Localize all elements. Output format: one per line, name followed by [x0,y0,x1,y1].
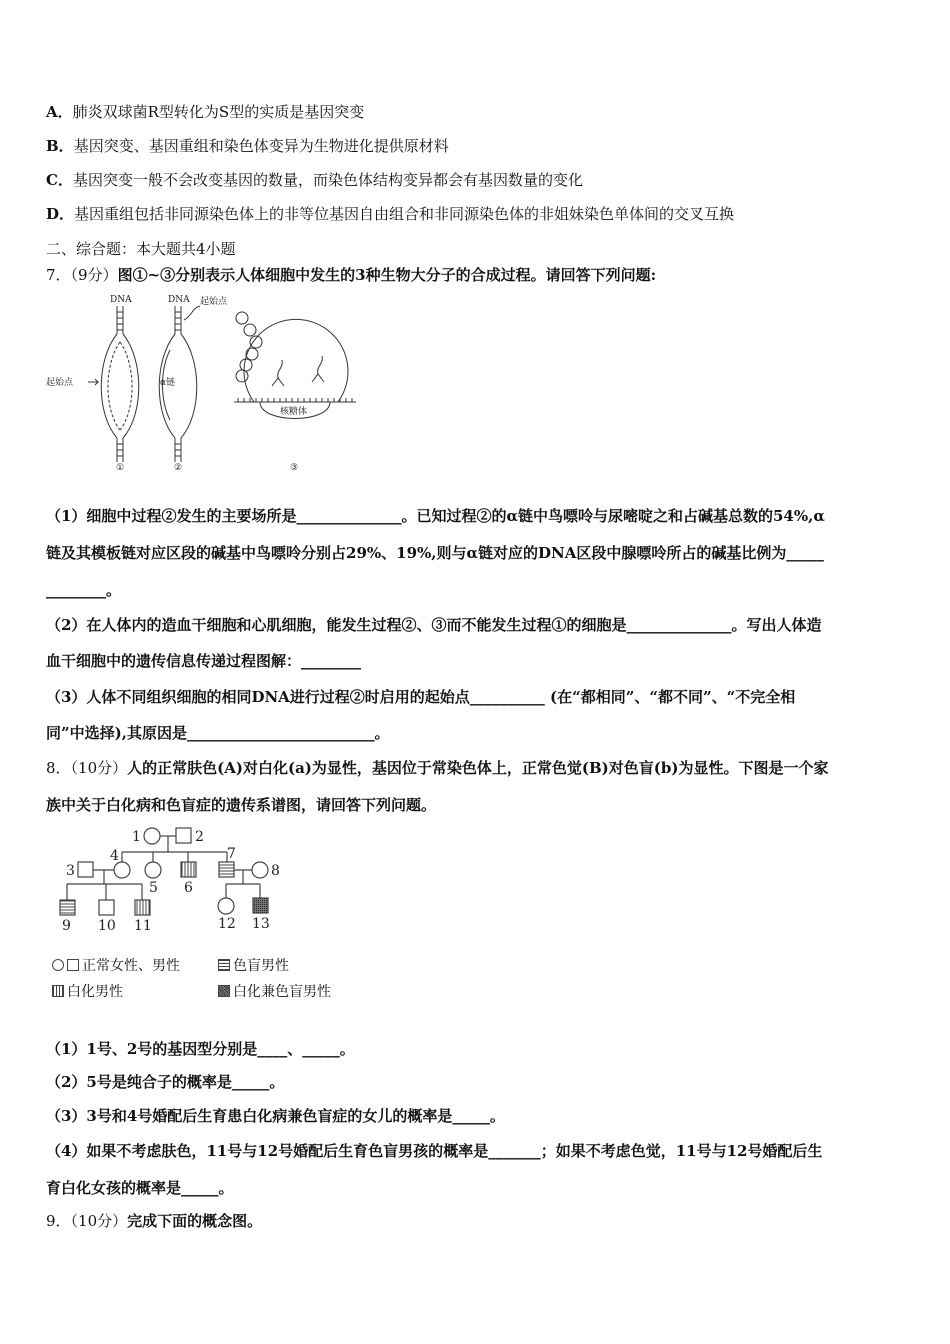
legend-both: 白化兼色盲男性 [218,981,331,1001]
ped-label-3: 3 [66,863,75,879]
translation-ribosome [234,312,356,419]
ped-label-1: 1 [132,829,141,845]
legend-colorblind: 色盲男性 [218,955,289,975]
fig-origin-right: 起始点 [200,297,228,307]
q7-sub3-b: 同”中选择),其原因是_________________________。 [46,724,390,742]
dna-replication-bubble [88,306,139,462]
q7-sub1-a: （1）细胞中过程②发生的主要场所是______________。已知过程②的α链中鸟嘌呤与尿嘧啶之和占碱基总数的54%,α [46,507,825,525]
fig-dna-label-2: DNA [168,295,190,305]
ped-label-7: 7 [227,846,236,862]
q8-sub3: （3）3号和4号婚配后生育患白化病兼色盲症的女儿的概率是_____。 [46,1107,505,1125]
colorblind-male-symbol [218,959,230,971]
fig-origin-left: 起始点 [46,378,74,388]
ped-label-10: 10 [98,918,116,934]
q8-sub4-a: （4）如果不考虑肤色，11号与12号婚配后生育色盲男孩的概率是_______；如果不考虑色觉，11号与12号婚配后生 [46,1142,823,1160]
fig-label-2: ② [174,463,183,473]
fig-label-3: ③ [290,463,299,473]
q7-sub2-b: 血干细胞中的遗传信息传递过程图解：________ [46,652,362,670]
fig-alpha-chain: α链 [160,378,176,388]
ped-label-13: 13 [252,916,270,932]
albino-colorblind-male-symbol [218,985,230,997]
ped-label-12: 12 [218,916,236,932]
q7-sub2-a: （2）在人体内的造血干细胞和心肌细胞，能发生过程②、③而不能发生过程①的细胞是______________。写出人体造 [46,616,822,634]
q8-sub4-b: 育白化女孩的概率是_____。 [46,1179,234,1197]
option-d: D．基因重组包括非同源染色体上的非等位基因自由组合和非同源染色体的非姐妹染色单体间的交叉互换 [46,205,735,223]
q8-sub1: （1）1号、2号的基因型分别是____、_____。 [46,1040,355,1058]
ped-label-9: 9 [62,918,71,934]
q8-stem-a: 8．（10分）人的正常肤色(A)对白化(a)为显性，基因位于常染色体上，正常色觉(B)对色盲(b)为显性。下图是一个家 [46,759,829,777]
ped-label-8: 8 [271,863,280,879]
albino-male-symbol [52,985,64,997]
ped-label-2: 2 [195,829,204,845]
q7-sub3-a: （3）人体不同组织细胞的相同DNA进行过程②时启用的起始点__________ (在“都相同”、“都不同”、“不完全相 [46,688,796,706]
fig-dna-label-1: DNA [110,295,132,305]
fig-label-1: ① [116,463,125,473]
normal-female-symbol [52,959,64,971]
q8-sub2: （2）5号是纯合子的概率是_____。 [46,1073,285,1091]
option-b: B．基因突变、基因重组和染色体变异为生物进化提供原材料 [46,137,449,155]
q9-stem: 9．（10分）完成下面的概念图。 [46,1212,263,1230]
q7-sub1-c: ________。 [46,581,122,599]
section-header: 二、综合题：本大题共4小题 [46,240,236,258]
q8-stem-b: 族中关于白化病和色盲症的遗传系谱图，请回答下列问题。 [46,796,437,814]
ped-label-5: 5 [149,880,158,896]
q7-stem: 7．（9分）图①~③分别表示人体细胞中发生的3种生物大分子的合成过程。请回答下列问题: [46,266,657,284]
q7-sub1-b: 链及其模板链对应区段的碱基中鸟嘌呤分别占29%、19%,则与α链对应的DNA区段中腺嘌呤所占的碱基比例为_____ [46,544,824,562]
normal-male-symbol [67,959,79,971]
legend-normal: 正常女性、男性 [52,955,180,975]
option-a: A．肺炎双球菌R型转化为S型的实质是基因突变 [46,103,365,121]
ped-label-4: 4 [110,848,119,864]
option-c: C．基因突变一般不会改变基因的数量，而染色体结构变异都会有基因数量的变化 [46,171,583,189]
pedigree-chart [52,822,312,937]
ped-label-6: 6 [184,880,193,896]
fig-ribosome-label: 核糖体 [280,407,308,417]
legend-albino: 白化男性 [52,981,123,1001]
q7-figure [44,290,364,475]
ped-label-11: 11 [134,918,152,934]
